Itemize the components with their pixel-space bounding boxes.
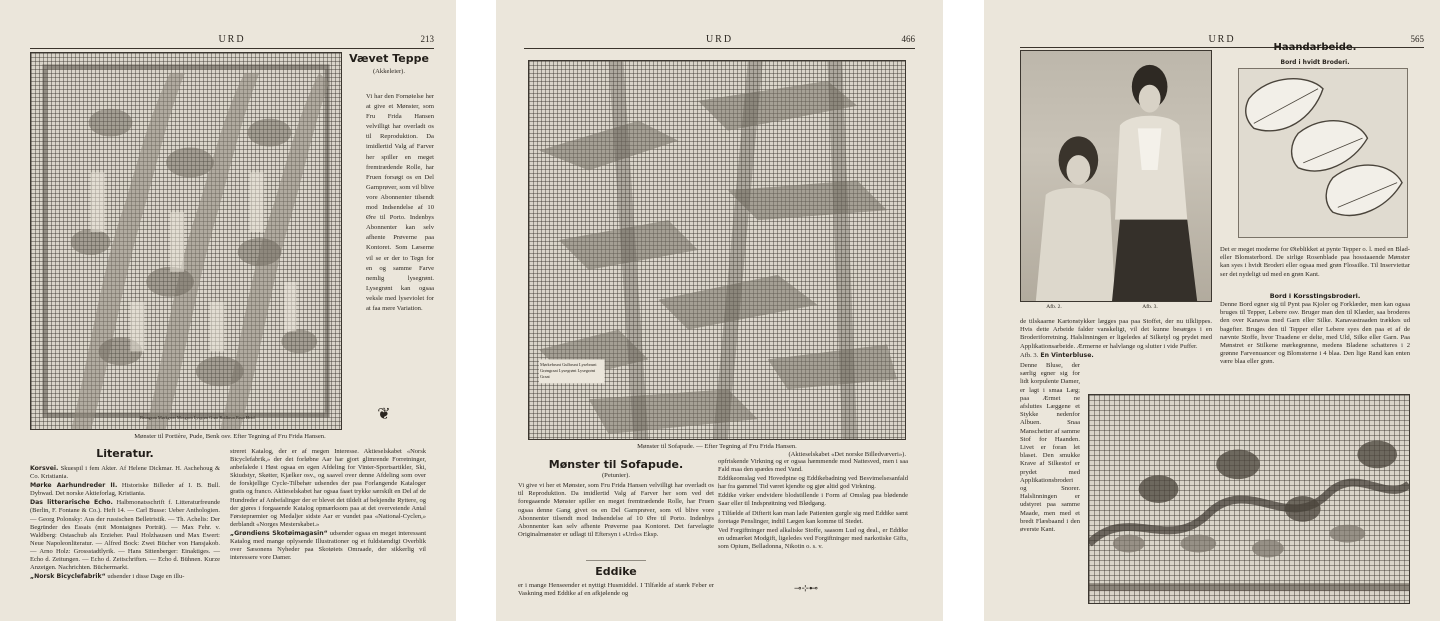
afb3-text-body: Denne Bluse, der særlig egner sig for lidt korpulente Damer, er lagt i smaa Læg; paa Ærmet ne afsluttes Læggene et Stykke nedenfor Albuen. Snaa Manschetter af samme Stof for Haanden. Livet er foran let blaset. Den smukke Krave af Silkestof er prydet med Applikationsbroderi og Snorer. Halslinningen er udstyret paa samme Maade, men med et bredt Flæsbaand i den øverste Kant. xyxy=(1020,362,1080,534)
two-women-illustration xyxy=(1021,51,1211,301)
figure-caption: Mønster til Sofapude. — Efter Tegning af Fru Frida Hansen. xyxy=(637,443,797,450)
petunia-motif xyxy=(529,61,905,439)
header-rule xyxy=(30,48,434,49)
paragraph: Eddikeomslag ved Hovedpine og Eddikebadning ved Besvimelsesanfald har fra gammel Tid været kjendte og gjør altid god Virkning. xyxy=(718,475,908,491)
paragraph: Afb. 3. En Vinterbluse. xyxy=(1020,352,1094,359)
leaf-motif xyxy=(1239,69,1407,237)
figure-credit: (Aktieselskabet «Det norske Billedvæveri»). xyxy=(788,451,906,458)
fashion-photo xyxy=(1020,50,1212,302)
end-ornament: ⊸⊹⊷ xyxy=(793,584,819,594)
literatur-entry: „Norsk Bicyclefabrik“ udsender i disse Dage en illu- xyxy=(30,573,185,581)
article-subtitle: (Petunier). xyxy=(601,472,630,479)
paragraph: Eddike virker endvidere blodstillende i Form af Omslag paa blødende Saar eller til Indsprøitning ved Blødgang. xyxy=(718,492,908,508)
article-body: Vi give vi her et Mønster, som Fru Frida Hansen velvilligt har overladt os til Reproduktion. Da imidlertid Valg af Farver her som ved det foregaaende Mønster spiller en meget fremtrædende Rolle, har Fruen ogsaa denne Gang givet os en Del Garnprøver, som vil blive vore Abonnenter tilsendt mod Indsendelse af 10 Øre til Porto. Indenbys Abonnenter kan selv afhente Prøverne paa Kontoret. Det farvelagte Originalmønster er udlagt til Eftersyn i «Urd»s Eksp. xyxy=(518,482,714,539)
literatur-column-1 xyxy=(30,465,220,582)
page-number: 213 xyxy=(420,34,434,44)
paragraph: opfriskende Virkning og er ogsaa hæmmende mod Nattesved, men i saa Fald maa den spædes med Vand. xyxy=(718,458,908,474)
paragraph: I Tilfælde af Difterit kan man lade Patienten gurgle sig med Eddike samt foretage Penslinger, indtil Lægen kan komme til Stedet. xyxy=(718,509,908,525)
cross-stitch-border-chart xyxy=(1088,394,1410,604)
magazine-page-565 xyxy=(984,0,1440,621)
literatur-entry: Korsvei. Skuespil i fem Akter. Af Helene Dickmar. H. Aschehoug & Co. Kristiania. xyxy=(30,465,220,481)
article-title: Mønster til Sofapude. xyxy=(548,458,684,471)
running-head xyxy=(30,34,434,48)
floral-border-motif xyxy=(1089,395,1409,603)
article-subtitle: (Akkeleier). xyxy=(372,68,406,75)
eddike-body: er i mange Henseender et nyttigt Husmiddel. I Tilfælde af stærk Feber er Vaskning med Eddike af en afkjølende og xyxy=(518,582,714,598)
afb3-text-head xyxy=(1020,352,1212,361)
eddike-column-2 xyxy=(718,458,908,552)
page-number: 466 xyxy=(901,34,915,44)
literatur-entry: streret Katalog, der er af megen Interesse. Aktieselskabet «Norsk Bicyclefabrik,» der det forløbne Aar har gjort glimrende Forretninger, anbefalede i Høst ogsaa en egen Afdeling for Vinter-Sportsartikler, Ski, Skiudstyr, Skøiter, Kjælker osv., og saavel over denne Afdeling som over de forskjellige Cycle-Tilbehør udsendes der paa Forlangende Kataloger gratis og franco. Aktieselskabet har ogsaa faaet trykke særskilt en Del af de Hundreder af Anbefalinger der er blevet det tildelt af bekjendte Ryttere, og der gjøres i forgaaende Katalog opmærksom paa at det overveiende Antal Førstepræmier og Medaljer sidste Aar er vundet paa «National-Cyclen,» derblandt «Norges Mesterskabet.» xyxy=(230,448,426,528)
running-head-title: URD xyxy=(218,34,246,45)
broderi-text: Det er meget moderne for Øieblikket at pynte Tepper o. l. med en Blad- eller Blomsterbord. De sirlige Rosenblade paa hosstaaende Mønster kan syes i hvidt Broderi eller ogsaa med grøn Flossilke. Til Inserviettar ser det nydeligt ud med en grøn Kant. xyxy=(1220,246,1410,278)
header-rule xyxy=(524,48,915,49)
photo-caption-afb2: Afb. 2. xyxy=(1046,304,1062,310)
sofa-cushion-pattern-chart xyxy=(528,60,906,440)
running-head xyxy=(524,34,915,48)
literatur-entry: „Grøndiens Skotøimagasin“ udsender ogsaa en meget interessant Katalog med mange oplysende Illustrationer og et fuldstændigt Overblik over Sæsonens Nyheder paa Skotøiets Omraade, der sikkerlig vil interessere vore Damer. xyxy=(230,529,426,562)
pattern-legend: Brungrøn Mørkgrøn Mosgrøn Lysgrøn Grøn Rødbrun Brun Hvid xyxy=(140,415,255,420)
literatur-entry: Das litterarische Echo. Halbmonatsschrift f. Litteraturfreunde (Berlin, F. Fontane & Co.). Heft 14. — Carl Busse: Ueber Anthologien. — Georg Polonsky: Aus der russischen Belletristik. — Th. Achelis: Der Begründer des Essais (mit Montaignes Porträt). — Max Fehr. v. Waldberg: Ostaschub als Erzieher. Paul Holzhausen und Max Ewert: Neue Napoleonliteratur. — Alfred Bock: Zwei Bücher von Hansjakob. — Arno Holz: Grossstadtlyrik. — Hans Sittenberger: Einaktiges. — Echo d. Zeitungen. — Echo d. Zeitschriften. — Echo d. Bühnen. Kurze Anzeigen. Nachrichten. Büchermarkt. xyxy=(30,499,220,572)
running-head-title: URD xyxy=(1208,34,1236,45)
section-title-eddike: Eddike xyxy=(595,565,637,578)
pattern-legend: Mørkebrunt Gulbrunt Lysebrunt Grøngraat Lysegrønt Lysegrønt Graat xyxy=(540,362,597,379)
section-title-literatur: Literatur. xyxy=(96,447,154,460)
section-divider xyxy=(586,560,646,561)
running-head-title: URD xyxy=(705,34,734,45)
section-title-haandarbeide: Haandarbeide. xyxy=(1273,42,1357,53)
article-body: Vi har den Fornøielse her at give et Mønster, som Fru Frida Hansen velvilligt har overladt os til Reproduktion. Da imidlertid Valg af Farver her spiller en meget fremtrædende Rolle, har Fruen forsøgt os en Del Garnprøver, som vil blive vore Abonnenter tilsendt mod Indsendelse af 10 Øre til Porto. Indenbys Abonnenter kan selv afhente Prøverne paa Kontoret. Som Læserne vil se er der to Tegn for en og samme Farve nemlig lysegrønt. Lysegrønt kan ogsaa veksle med lyseviolet for at faa mere Variation. xyxy=(366,93,434,312)
page-number: 565 xyxy=(1410,34,1424,44)
section-subtitle: Bord i hvidt Broderi. xyxy=(1280,59,1350,66)
photo-caption-afb3: Afb. 3. xyxy=(1142,304,1158,310)
korssting-body: Denne Bord egner sig til Pynt paa Kjoler og Forklæder, men kan ogsaa bruges til Tepper, Lebere osv. Bruger man den til Klæder, saa broderes den over Kanavas med Garn eller Silke. Kanavastraaden trækkes ud bagefter. Bruges den til Tepper eller Lebere syes den paa et af de nævnte Stoffe, hvor Traadene er delte, med Uld, Silke eller Garn. Paa Mønstret er Stilkene mørkegrønne, medens Bladene schatteres i 2 grønne Farvenuancer og Blomsterne i 4 blaa. Den lige Rand kan enten være blaa eller grøn. xyxy=(1220,301,1410,366)
figure-caption: Mønster til Portière, Pude, Benk osv. Efter Tegning af Fru Frida Hansen. xyxy=(134,433,326,440)
paragraph: Ved Forgiftninger med alkaliske Stoffe, saasom Lud og deal., er Eddike en udmærket Modgift, ligeledes ved Forgiftninger med narkotiske Gifts, som Opium, Belladonna, Nikotin o. s. v. xyxy=(718,526,908,550)
rose-leaf-embroidery-pattern xyxy=(1238,68,1408,238)
section-title-korssting: Bord i Korsstingsbroderi. xyxy=(1269,292,1361,300)
woven-pattern-motif xyxy=(31,53,341,429)
columbine-flower-icon: ❦ xyxy=(377,404,391,423)
article-title: Vævet Teppe xyxy=(349,52,429,65)
literatur-entry: Mørke Aarhundreder II. Historiske Billeder af I. B. Bull. Dybwad. Det norske Aktieforlag, Kristiania. xyxy=(30,482,221,498)
magazine-page-213 xyxy=(0,0,456,621)
magazine-page-466 xyxy=(496,0,943,621)
literatur-column-2 xyxy=(230,448,426,563)
blouse-text: de tilskaarne Kartonstykker lægges paa paa Stoffet, der nu tilklippes. Hvis dette Arbeide falder vanskeligt, vil det kunne besørges i en Broderiforretning. Halslinningen er ligeledes af Silketyl og prydet med Applikationsarbeide. Ærmerne er halvlange og slutter i vide Puffer. xyxy=(1020,318,1212,350)
woven-pattern-chart xyxy=(30,52,342,430)
